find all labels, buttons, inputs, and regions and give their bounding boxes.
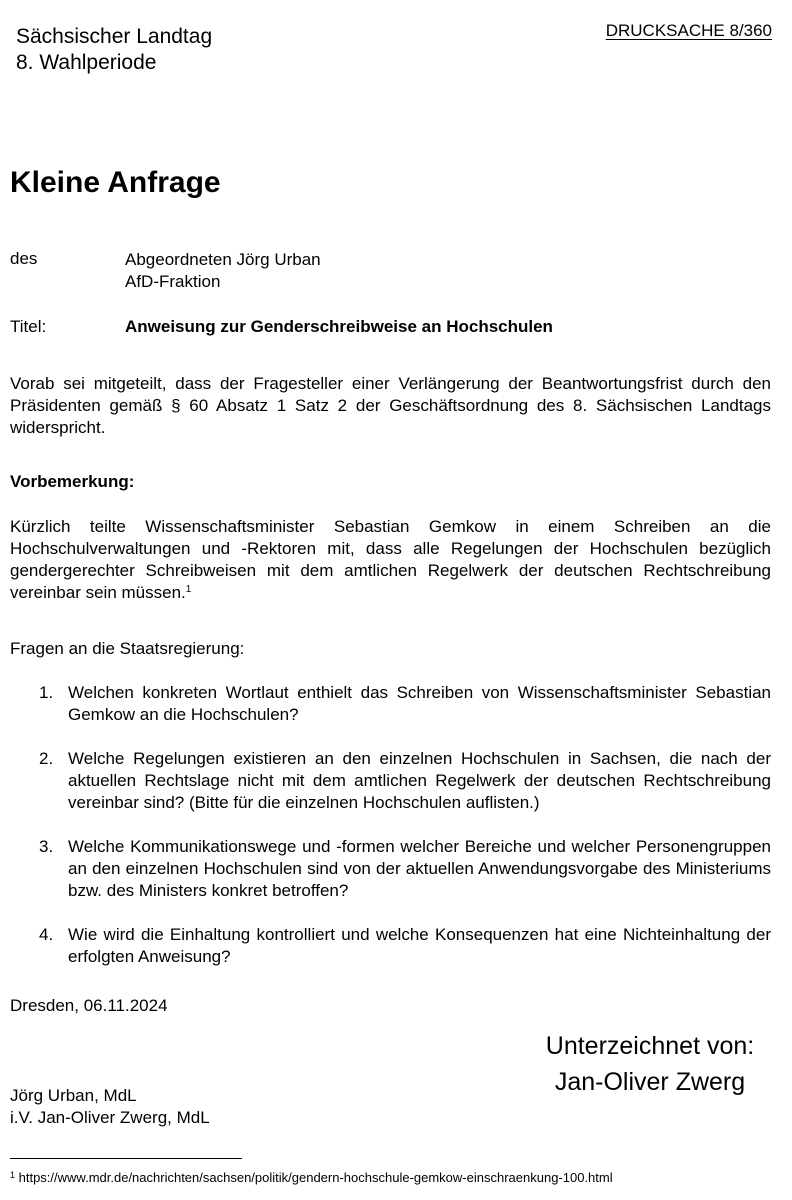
parliament-name: Sächsischer Landtag (16, 25, 213, 48)
question-text: Wie wird die Einhaltung kontrolliert und welche Konsequenzen hat eine Nichteinhaltung der erfolgten Anweisung? (68, 925, 771, 966)
preliminary-text: Kürzlich teilte Wissenschaftsminister Sebastian Gemkow in einem Schreiben an die Hochschulverwaltungen und -Rektoren mit, dass alle Regelungen der Hochschulen bezüglich gendergerechter Schreibweisen mit dem amtlichen Regelwerk der deutschen Rechtschreibung vereinbar sein müssen. (10, 517, 771, 602)
inquiry-title: Anweisung zur Genderschreibweise an Hochschulen (125, 317, 553, 336)
signed-by-name: Jan-Oliver Zwerg (554, 1068, 746, 1096)
signer-primary: Jörg Urban, MdL (10, 1086, 137, 1105)
footnote-divider (10, 1158, 242, 1159)
question-number: 2. (39, 749, 54, 768)
author-name: Abgeordneten Jörg Urban (125, 250, 321, 269)
question-number: 4. (39, 925, 54, 944)
signer-proxy: i.V. Jan-Oliver Zwerg, MdL (10, 1108, 210, 1127)
question-number: 1. (39, 683, 54, 702)
document-type-title: Kleine Anfrage (10, 166, 221, 199)
footnote-url: https://www.mdr.de/nachrichten/sachsen/politik/gendern-hochschule-gemkow-einschraenkung-100.html (15, 1170, 613, 1185)
author-info (125, 249, 321, 293)
question-text: Welche Regelungen existieren an den einzelnen Hochschulen in Sachsen, die nach der aktuellen Rechtslage nicht mit dem amtlichen Regelwerk der deutschen Rechtschreibung vereinbar sind? (Bitte für die einzelnen Hochschulen auflisten.) (68, 749, 771, 812)
author-label: des (10, 249, 38, 268)
author-faction: AfD-Fraktion (125, 272, 221, 291)
footnote-reference: 1 (185, 584, 192, 595)
intro-paragraph: Vorab sei mitgeteilt, dass der Fragesteller einer Verlängerung der Beantwortungsfrist durch den Präsidenten gemäß § 60 Absatz 1 Satz 2 der Geschäftsordnung des 8. Sächsischen Landtags widerspricht. (10, 374, 771, 437)
title-label: Titel: (10, 317, 47, 336)
preliminary-heading: Vorbemerkung: (10, 472, 135, 491)
question-number: 3. (39, 837, 54, 856)
questions-list (10, 682, 771, 990)
question-item (10, 924, 771, 968)
electronic-signature (520, 1028, 780, 1100)
question-item (10, 836, 771, 902)
footnote-number: 1 (10, 1170, 16, 1180)
parliament-header (16, 24, 212, 76)
question-text: Welche Kommunikationswege und -formen welcher Bereiche und welcher Personengruppen an den einzelnen Hochschulen sind von der aktuellen Anwendungsvorgabe des Ministeriums bzw. des Ministers konkret betroffen? (68, 837, 771, 900)
question-item (10, 682, 771, 726)
print-number: DRUCKSACHE 8/360 (605, 21, 772, 40)
preliminary-paragraph (10, 516, 771, 604)
question-text: Welchen konkreten Wortlaut enthielt das Schreiben von Wissenschaftsminister Sebastian Gemkow an die Hochschulen? (68, 683, 771, 724)
signed-by-label: Unterzeichnet von: (545, 1032, 755, 1060)
place-date: Dresden, 06.11.2024 (10, 996, 168, 1015)
question-item (10, 748, 771, 814)
footnote (10, 1170, 613, 1185)
signers (10, 1085, 210, 1129)
legislative-period: 8. Wahlperiode (16, 51, 157, 74)
questions-intro: Fragen an die Staatsregierung: (10, 639, 245, 658)
